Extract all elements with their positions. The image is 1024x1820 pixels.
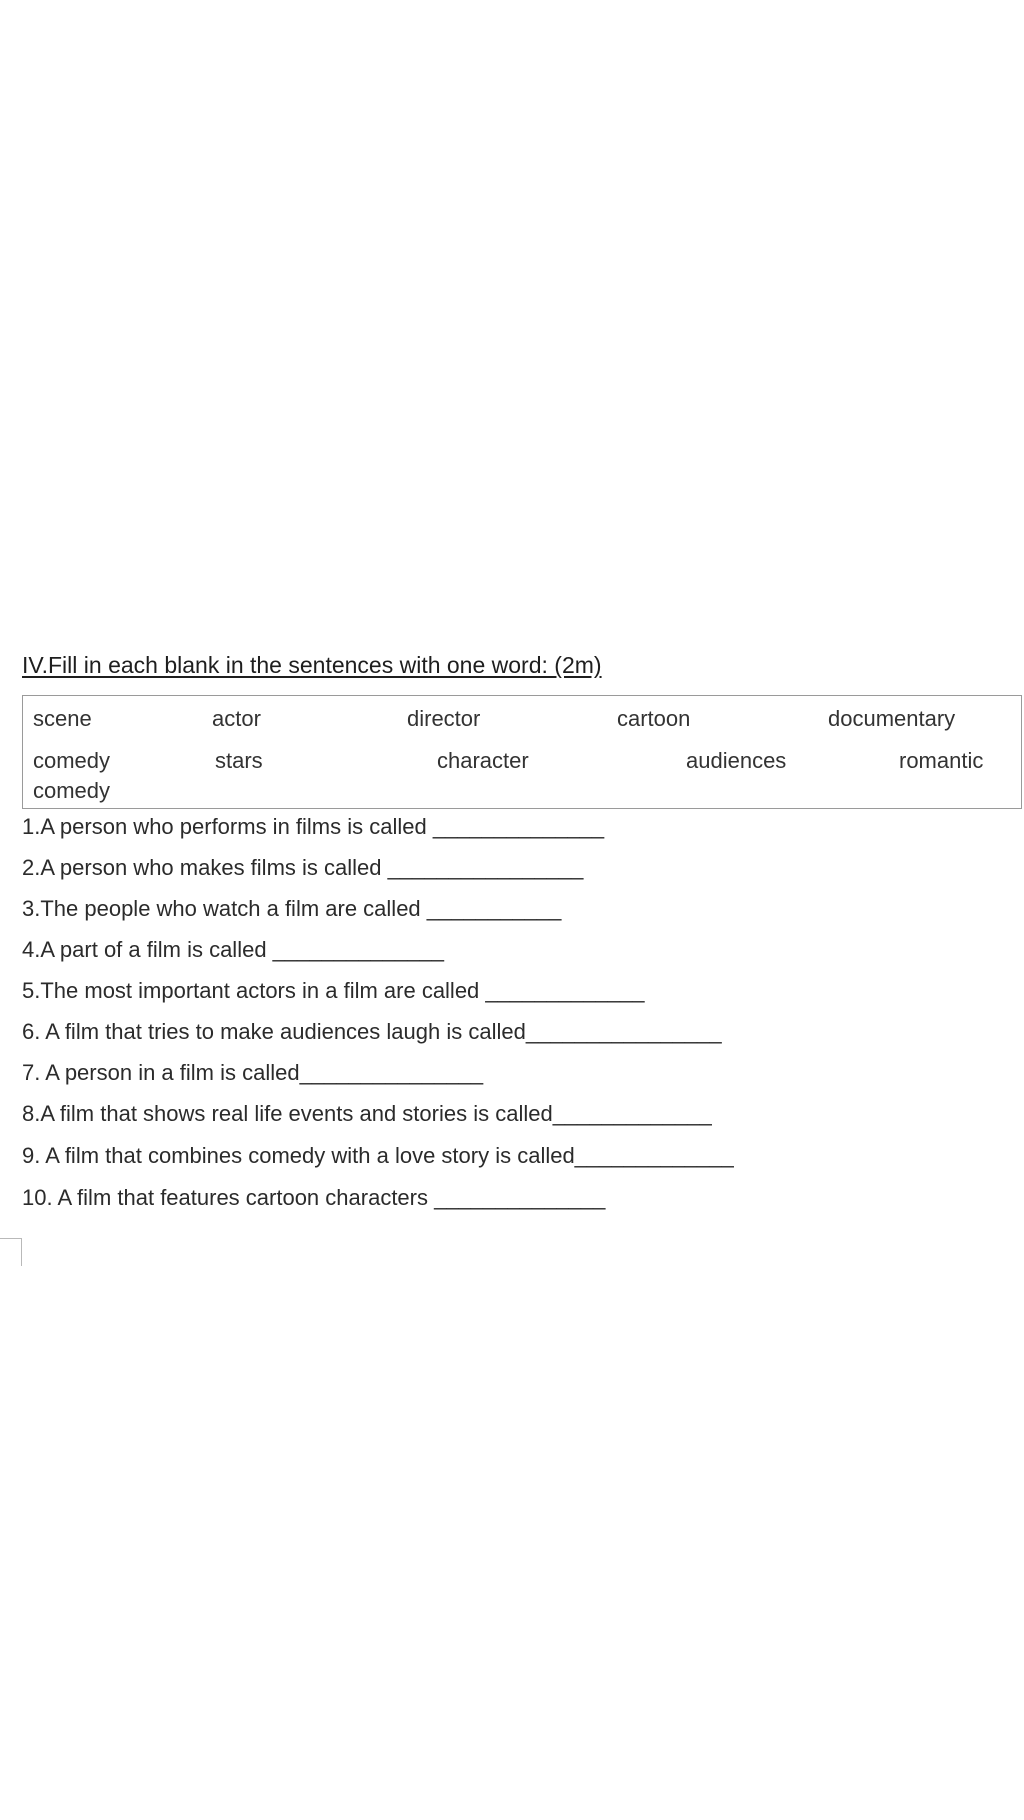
section-heading: IV.Fill in each blank in the sentences with one word: (2m) xyxy=(22,652,602,678)
word-director: director xyxy=(407,706,481,731)
word-cartoon: cartoon xyxy=(617,706,691,731)
sentence-8: 8.A film that shows real life events and stories is called_____________ xyxy=(22,1101,712,1126)
word-box xyxy=(22,695,1022,809)
sentence-3: 3.The people who watch a film are called ___________ xyxy=(22,896,562,921)
sentence-7: 7. A person in a film is called_______________ xyxy=(22,1060,484,1085)
word-actor: actor xyxy=(212,706,261,731)
word-documentary: documentary xyxy=(828,706,956,731)
sentence-6: 6. A film that tries to make audiences laugh is called________________ xyxy=(22,1019,722,1044)
sentence-10: 10. A film that features cartoon characters ______________ xyxy=(22,1185,606,1210)
word-comedy-2: comedy xyxy=(33,778,111,803)
sentence-2: 2.A person who makes films is called ________________ xyxy=(22,855,584,880)
word-romantic: romantic xyxy=(899,748,984,773)
sentence-1: 1.A person who performs in films is called ______________ xyxy=(22,814,605,839)
word-character: character xyxy=(437,748,529,773)
sentence-9: 9. A film that combines comedy with a love story is called_____________ xyxy=(22,1143,734,1168)
word-comedy: comedy xyxy=(33,748,111,773)
sentence-4: 4.A part of a film is called ______________ xyxy=(22,937,444,962)
page-corner-mark xyxy=(0,1238,22,1266)
word-audiences: audiences xyxy=(686,748,787,773)
sentence-5: 5.The most important actors in a film are called _____________ xyxy=(22,978,645,1003)
word-scene: scene xyxy=(33,706,92,731)
word-stars: stars xyxy=(215,748,263,773)
